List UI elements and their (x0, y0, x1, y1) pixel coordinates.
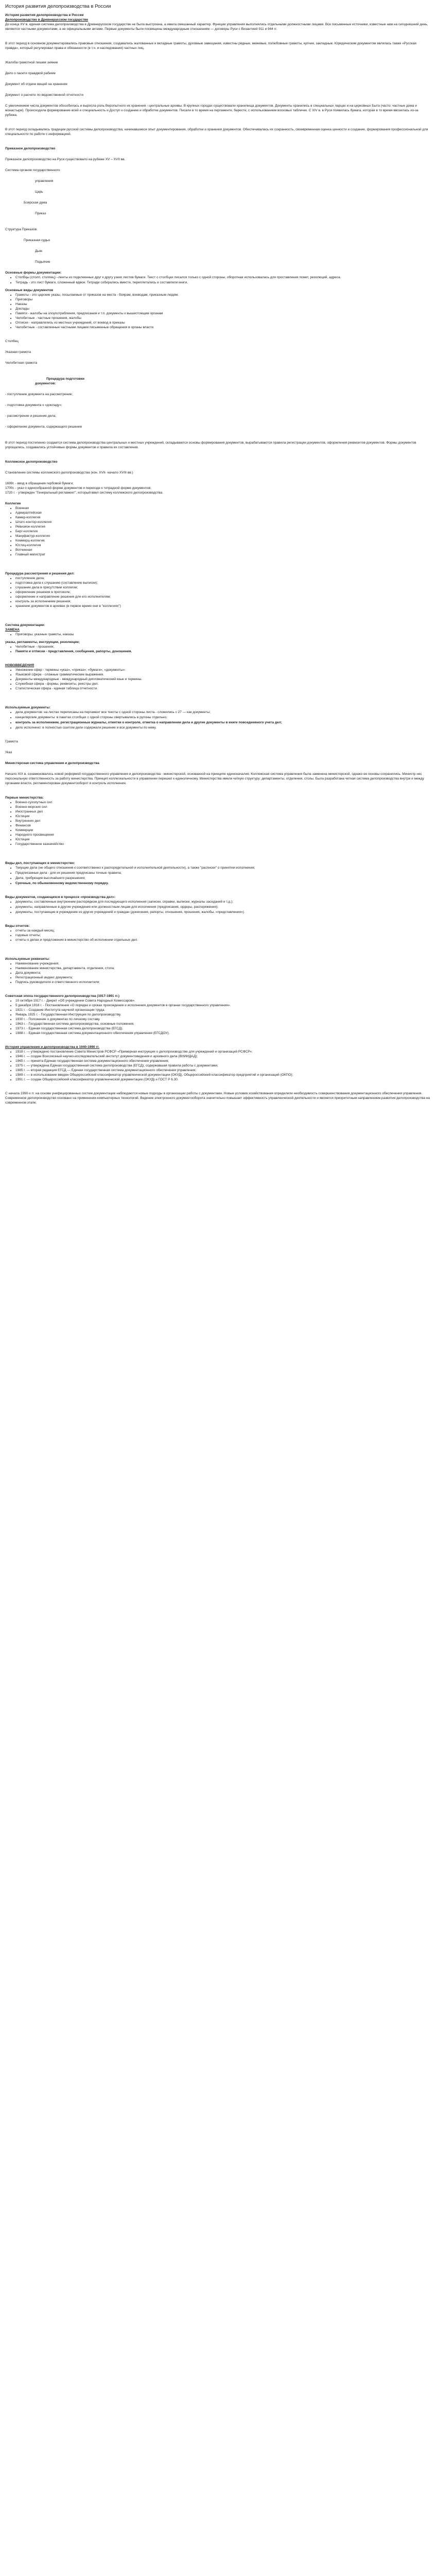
section-soviet (5, 994, 431, 1036)
paragraph: С начала 1990-х гг. на основе унифицированных систем документации наблюдаются новые подходы в организации работы с документами. Новые условия хозяйствования определили необходимость совершенствования документационного обеспечения управления. Современное делопроизводство основано на применении компьютерных технологий. Ведение электронного документооборота значительно повышает эффективность управленческой деятельности и является приоритетным направлением развития делопроизводства на современном этапе. (5, 1092, 430, 1105)
section-title: Приказное делопроизводство (5, 147, 56, 150)
list-item: Боярская дума (24, 201, 47, 205)
list-item: • Документы международные - международный дипломатический язык и термины. (15, 677, 431, 682)
list-item: • отчеты за каждый месяц; (15, 928, 431, 933)
list-item: • 1963 г. - Государственная система делопроизводства, основные положения. (15, 1022, 431, 1026)
list-item: • 1918 г. — утверждено постановление Совета Министров РСФСР «Примерная инструкция о делопроизводстве для учреждений и организаций РСФСР»; (15, 1049, 431, 1054)
list-item: • Главный магистрат (15, 552, 431, 557)
list-item: Царь (35, 190, 43, 194)
line: Дело о пасети правдвой рабием (5, 72, 56, 75)
section-ministry (5, 761, 431, 846)
list-item: • документы, поступающие в учреждение из других учреждений и граждан (донесения, рапорты, отношения, прошения, жалобы, «представления»). (15, 910, 431, 914)
paragraph: С увеличением числа документов обособилась и выросла роль Веропытного их хранения - центральные архивы. В крупных городах существовали хранилища документов. Документы хранились в специальных ларцах и на церковных Быта (часто: частные дома и монастыри). Происходила формирование всей и специальность и Доступ к созданию и обработке документов. Писали в то время на пергаменте, бересте, с использованием восковых табличек. С XIV в. в Руси появилась бумага, которая в то время ввозилась из-за рубежа. (5, 104, 418, 117)
list-item: • Мануфактур-коллегия (15, 534, 431, 538)
list-item: • контроль за исполнением, регистрационные журналы, отметки о контроле, отметка о направлении дела и другие документы в книге повседневного учета дел; (15, 720, 431, 725)
list-item: • Вотчинная (15, 548, 431, 552)
section-proc2 (5, 571, 431, 608)
list-item: • 1991 г. — создан Общероссийский классификатор управленческой документации (ОКУД) и ГОСТ Р 6.30. (15, 1077, 431, 1082)
paragraph: В этот период складывались традиции русской системы делопроизводства, начинавшиеся опыт документирования, обработки и хранения документов. Обеспечивалась их сохранность, своевременная оценка ценности и создание, формирования профессиональной для специальности по работе с информацией. (5, 128, 428, 136)
list-item: • Предписанные дела - для их решения предписаны точные правила; (15, 871, 431, 875)
list-item: • подготовка дела к слушанию (составление выписки); (15, 581, 431, 585)
list-item: Дьяк (35, 249, 43, 253)
section-subtitle: ЗАМЕНА (5, 628, 20, 632)
list-item: • Дата документа; (15, 971, 431, 975)
list-item: • 1965 г. — принята Единая государственная система документационного обеспечения управления; (15, 1059, 431, 1063)
list-item: • Военно-морских сил (15, 805, 431, 809)
section-title: Первые министерства: (5, 796, 44, 800)
list-item: • годовые отчеты; (15, 933, 431, 938)
list-item: • Январь 1925 г. - Государственная Инструкция по делопроизводству. (15, 1012, 431, 1017)
section-title: документов: (35, 382, 56, 385)
section-title: Виды документов, создающихся в процессе «производства дел»: (5, 895, 116, 899)
list-item: • 1989 г. — в использование введен Общероссийский классификатор управленческой документации (ОКУД), Общероссийский классификатор предприятий и организаций (ОКПО); (15, 1073, 431, 1077)
section-title: Министерская система управления и делопроизводства (5, 761, 99, 765)
paragraph: В этот период в основном документировались правовые отношения, создавались жалованные и вкладные грамоты, духовные завещания, известны рядные, межевые, полюбовные грамоты, купчие, закладные. Юридическим документом являлась также «Русская правда», который регулировал права и обязанности (в т.ч. и наследования) частных лиц. (5, 42, 416, 50)
list-item: • Доклады (15, 307, 431, 311)
list-item: • хранение документов в архивах (в первое время они в "коллегиях") (15, 604, 431, 608)
list-item: • 1988 г. - Единая государственная система документационного обеспечения управления (ЕГСДОУ). (15, 1031, 431, 1036)
list-item: - рассмотрение и решение дела; (5, 414, 57, 418)
list-item: • 1975 г. — утверждена Единая государственная система делопроизводства (ЕГСД), содержавшая правила работы с документами; (15, 1063, 431, 1068)
line: 1720 г. - утвержден "Генеральный регламент", который ввел систему коллежского делопроизводства. (5, 491, 163, 495)
list-item: • Наказы (15, 302, 431, 307)
list-item: • 1930 г. - Положение о документах по личному составу. (15, 1017, 431, 1022)
list-item: • Иностранных дел (15, 809, 431, 814)
section-title: Советская эпоха государственного делопроизводства (1917-1991 гг.) (5, 994, 120, 998)
list-item: Подьячие (35, 260, 50, 264)
section-title: Основные формы документации: (5, 271, 62, 275)
line: Документ об отдаче вещей на хранение (5, 82, 67, 86)
section-modern (5, 1045, 431, 1105)
section-title: Коллежское делопроизводство (5, 460, 58, 464)
section-title: История развития делопроизводства в России (5, 13, 84, 17)
line: Структура Приказов: (5, 228, 38, 231)
line: Система органов государственного (5, 168, 60, 172)
line: Челобитная грамота (5, 361, 38, 365)
paragraph: Начало XIX в. ознаменовалось новой реформой государственного управления и делопроизводства - министерской, основанной на принципе единоначалия. Коллежская система управления была заменена министерской, однако ее основы сохранились. Министр нес персональную ответственность за работу министерства. Принцип коллегиальности в управлении перешел к единоличному. Министерства имели четкую структуру: департаменты, отделения, столы. Была разработана четкая система делопроизводства внутри и между органами власти, регламентирован документооборот и контроль исполнения. (5, 772, 424, 785)
list-item: • 1921 г. - Создание Института научной организации труда. (15, 1008, 431, 1012)
list-item: • Приговоры, указные грамоты, наказы (15, 632, 431, 637)
list-item: • Военно-сухопутных сил (15, 800, 431, 805)
line: Указ (5, 751, 12, 754)
list-item: • 5 декабря 1918 г. - Постановление «О порядке и сроках прохождения и исполнения документов в органах государственного управления». (15, 1003, 431, 1008)
line: 1700г. - указ о единообразной форме документов и переходе к тетрадной форме документов; (5, 486, 151, 490)
section-title: Виды дел, поступающих в министерство: (5, 861, 75, 865)
section-inform (5, 705, 431, 755)
line: указы, регламенты, инструкции, резолюции; (5, 640, 80, 644)
list-item: • 1946 г. — создан Всесоюзный научно-исследовательский институт документоведения и архивного дела (ВНИИДАД); (15, 1054, 431, 1059)
list-item: • 10 октября 1917 г. - Декрет «Об учреждении Совета Народных Комиссаров». (15, 998, 431, 1003)
list-item: • поступление дела; (15, 576, 431, 581)
section-ancient (5, 13, 431, 137)
section-procedure (5, 377, 431, 450)
section-title: Система документации: (5, 623, 45, 627)
section-title: Виды отчетов: (5, 924, 30, 928)
list-item: • Юстиции (15, 814, 431, 819)
list-item: - поступление документа на рассмотрение; (5, 393, 73, 396)
section-title: Коллегии (5, 502, 21, 505)
list-item: • Языковой сфере - сложные грамматические выражения. (15, 672, 431, 677)
list-item: • Наименование министерства, департамента, отделения, стола; (15, 966, 431, 971)
section-forms (5, 270, 431, 365)
list-item: управления (35, 179, 54, 183)
list-item: • Челобитные - частные прошения, жалобы (15, 316, 431, 320)
list-item: • Ревизион-коллегия (15, 524, 431, 529)
list-item: • дела документов: на листах переписаны на пергамент все тексты с одной стороны листа - сложились с 27 — как документы; (15, 710, 431, 715)
list-item: • Памяти - жалобы на злоупотребления, предписания и т.п. документы к вышестоящим органам (15, 311, 431, 316)
list-item: • Штатс-контор-коллегия (15, 520, 431, 524)
list-item: • Служебная сфера - формы, реквизиты, реестры дел. (15, 682, 431, 686)
list-item: • Отписки - направлялись из местных учреждений, от воевод в приказы (15, 320, 431, 325)
list-item: • Государственное казначейство (15, 842, 431, 846)
list-item: • Коммерции (15, 828, 431, 833)
list-item: • Финансов (15, 823, 431, 828)
list-item: • Грамоты - это царские указы, посылаемые от приказов на места - боярам, воеводам, приказным людям. (15, 293, 431, 297)
list-item: • Срочные, по обыкновенному ведомственному порядку. (15, 881, 431, 886)
list-item: • канцелярские документы: в пакетах столбцах с одной стороны свертывались в рулоны отдельно; (15, 715, 431, 720)
section-kolleg (5, 460, 431, 557)
list-item: Приказная судья (24, 239, 50, 242)
line: 1699г. - ввод в обращение гербовой бумаги; (5, 482, 74, 485)
list-item: • Берг-коллегия (15, 529, 431, 534)
list-item: • Народного просвещения (15, 833, 431, 837)
list-item: Приказ (35, 212, 46, 215)
list-item: • Умножение сфер - термины «указ», «приказ»; «бумаги», «документы». (15, 668, 431, 672)
section-title: Основные виды документов (5, 289, 54, 292)
paragraph: Становление системы коллежского делопроизводства (кон. XVII- начало XVIII вв.) (5, 471, 133, 474)
list-item: - подготовка документа к «докладу»; (5, 403, 62, 407)
list-item: • Столбцы (столп, столпец) –ленты из подклеенных друг к другу узких листов бумаги. Текст с столбцах писался только с одной стороны, оборотная использовалась для проставления помет, резолюций, адреса. (15, 275, 431, 280)
list-item: • Камер-коллегия (15, 515, 431, 520)
list-item: • 1973 г. - Единая государственная система делопроизводства (ЕГСД). (15, 1026, 431, 1031)
list-item: • Приговоры (15, 297, 431, 302)
list-item: • Статистическая сфера - единая таблица отчетности. (15, 686, 431, 691)
list-item: • контроль за исполнением решения; (15, 599, 431, 604)
section-kinds (5, 861, 431, 942)
page-title: История развития делопроизводства в России (5, 4, 111, 9)
paragraph: До конца XV в. единая система делопроизводства в Древнерусском государстве не была выстроена, а имела смешанный характер. Функции управления выполнялись отдельными должностными лицами. Все письменные источники, известные нам на сегодняшний день, являются частными документами, а не официальными актами. Первые документы были посвящены международным отношениям — договоры Руси с Византией 911 и 944 гг. (5, 23, 428, 31)
list-item: • документы, составленные внутренним распорядком для последующего исполнения (записки, справки, выписки, журналы заседаний и т.д.); (15, 900, 431, 904)
list-item: • 1985 г. — вторая редакция ЕГСД — Единая государственная система документационного обеспечения управления; (15, 1068, 431, 1073)
list-item: • Челобитные - составленные частными лицами письменные обращения в органы власти (15, 325, 431, 330)
list-item: • Текущие дела (не общего отношения к соответственно к распорядительной и исполнительной деятельности), а также "расписки" о принятии исполнения; (15, 866, 431, 870)
list-item: • дело исполнено: в полностью сшитом деле содержали решение и все документы по нему. (15, 725, 431, 730)
line: Грамота (5, 740, 18, 743)
section-req (5, 957, 431, 985)
list-item: • оформление решения в протоколе; (15, 590, 431, 595)
list-item: • Памяти и отписки - представления, сообщения, рапорты, доношения. (15, 649, 431, 654)
section-prikaz (5, 146, 431, 264)
list-item: • документы, направленные в другие учреждения или должностным лицам для исполнения (предписания, ордеры, распоряжения); (15, 905, 431, 909)
list-item: • Адмиралтейская (15, 511, 431, 515)
list-item: • Юстиции (15, 837, 431, 842)
line: Документ о расчете по ведомственной отчетности (5, 93, 83, 97)
section-title: Процедура подготовки (46, 377, 85, 381)
list-item: • Регистрационный индекс документа; (15, 975, 431, 980)
section-title: Используемые реквизиты: (5, 957, 50, 961)
list-item: • Юстиц-коллегия (15, 543, 431, 548)
list-item: • оформление и направление решения для его исполнителям; (15, 595, 431, 599)
list-item: • Дела, требующие высочайшего разрешения; (15, 876, 431, 880)
line: Жалоба грамотной пишем зияние (5, 61, 58, 64)
list-item: • Наименование учреждения; (15, 961, 431, 966)
list-item: • Тетрадь - это лист бумаги, сложенный вдвое. Тетради собирались вместе, переплетались и составляли книги. (15, 280, 431, 285)
section-title: История управления и делопроизводства в 1940-1990 гг. (5, 1045, 100, 1049)
section-docsys (5, 623, 431, 691)
list-item: • Челобитные - прошения; (15, 645, 431, 649)
list-item: • Подпись руководителя и ответственного исполнителя; (15, 980, 431, 985)
section-title: Используемые документы: (5, 706, 51, 709)
paragraph: Приказное делопроизводство на Руси существовало на рубеже XV – XVII вв. (5, 158, 126, 161)
list-item: • Коммерц-коллегия (15, 538, 431, 543)
list-item: • слушание дела в присутствии коллегии; (15, 585, 431, 590)
section-subtitle: НОВОВВЕДЕНИЯ (5, 664, 34, 667)
list-item: • Внутренних дел (15, 819, 431, 823)
section-title: Процедура рассмотрения и решения дел: (5, 572, 75, 575)
line: Указная грамота (5, 350, 31, 354)
list-item: - оформление документа, содержащего решение (5, 425, 82, 429)
line: Столбец (5, 340, 19, 343)
list-item: • Военная (15, 506, 431, 511)
paragraph: В этот период постепенно создается система делопроизводства центральных и местных учреждений, складываются основы формирования документов, вырабатываются правила регистрации документов, оформления реквизитов документов. Формы документов упрощались, создавались устойчивые формы документов и правила их составления. (5, 441, 416, 449)
list-item: • отчеты о делах и предложения в министерство об исполнении отдельных дел. (15, 938, 431, 942)
section-subtitle: Делопроизводство в Древнерусском государстве (5, 18, 89, 22)
